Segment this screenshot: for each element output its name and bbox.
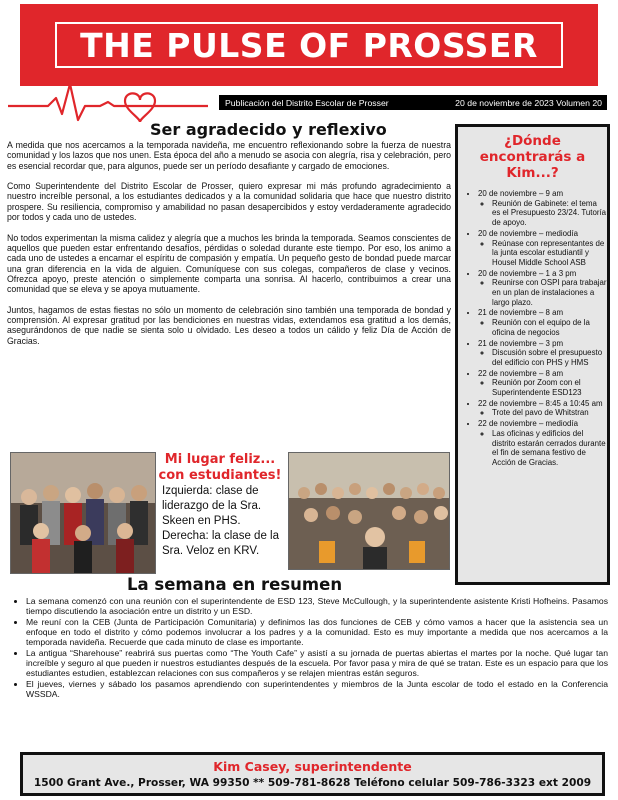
- schedule-when: 20 de noviembre – mediodía: [478, 228, 579, 238]
- article-paragraph: Como Superintendente del Distrito Escolar de Prosser, quiero expresar mi más profundo agradecimiento a nuestro increíble personal, a los estudiantes dedicados y a la comunidad solidaria que hace que nuestro distrito prospere. Su resiliencia, compromiso y amabilidad no pasan desapercibidos y estoy verdaderamente agradecido por todos y cada uno de ustedes.: [7, 181, 451, 223]
- schedule-when: 22 de noviembre – mediodía: [478, 419, 579, 429]
- footer-name: Kim Casey, superintendente: [213, 759, 412, 774]
- schedule-what: ◦ Reunión por Zoom con el Superintendente ESD123: [492, 378, 607, 397]
- schedule-item: [478, 419, 607, 468]
- masthead-frame: [55, 22, 563, 68]
- schedule-what: ◦ Reúnase con representantes de la junta escolar estudiantil y Housel Middle School ASB: [492, 239, 607, 268]
- photo-leadership-class: [10, 452, 156, 574]
- photo-veloz-class: [288, 452, 450, 570]
- article-headline: Ser agradecido y reflexivo: [150, 120, 387, 139]
- schedule-item: [478, 399, 607, 418]
- masthead-banner: [20, 4, 598, 86]
- schedule-when: 20 de noviembre – 1 a 3 pm: [478, 268, 577, 278]
- week-list: [8, 596, 608, 700]
- publication-bar: [219, 95, 607, 110]
- heartbeat-icon: [8, 76, 218, 126]
- schedule-sidebar: [455, 124, 610, 585]
- schedule-list: [458, 189, 607, 468]
- schedule-item: [478, 269, 607, 308]
- article-paragraph: No todos experimentan la misma calidez y alegría que a muchos les brinda la temporada. Seamos conscientes de aquellos que pueden estar enfrentando desafíos, pérdidas o soledad durante este tiempo. Por eso, los animo a cada uno de ustedes a encarnar el espíritu de compasión y empatía. Un pequeño gesto de bondad puede marcar una gran diferencia en la vida de alguien. Comuníquese con sus colegas, compañeros de clase y vecinos. Ofrezca apoyo, preste atención o simplemente comparta una sonrisa. Al hacerlo, contribuimos a crear una comunidad que se eleva y se apoya mutuamente.: [7, 232, 451, 295]
- schedule-when: 21 de noviembre – 3 pm: [478, 338, 564, 348]
- week-item: • Me reuní con la CEB (Junta de Participación Comunitaria) y definimos las dos funciones de CEB y cómo vamos a hacer que la asistencia sea un enfoque en todo el distrito y cómo podemos involucrar a los padres y a la comunidad. Esto es muy importante a medida que nos acercamos a la temporada navideña. Recuerde que cada minuto de clase es importante.: [26, 617, 608, 648]
- schedule-item: [478, 229, 607, 268]
- schedule-when: 22 de noviembre – 8 am: [478, 368, 564, 378]
- schedule-what: ◦ Las oficinas y edificios del distrito estarán cerrados durante el fin de semana festivo de Acción de Gracias.: [492, 429, 607, 468]
- article-body: [7, 140, 451, 356]
- schedule-what: ◦ Trote del pavo de Whitstran: [492, 408, 607, 418]
- schedule-item: [478, 369, 607, 398]
- feature-title-line: Mi lugar feliz...: [164, 452, 276, 467]
- publication-date: 20 de noviembre de 2023 Volumen 20: [455, 97, 602, 108]
- schedule-what: ◦ Discusión sobre el presupuesto del edificio con PHS y HMS: [492, 348, 607, 367]
- schedule-item: [478, 189, 607, 228]
- schedule-when: 22 de noviembre – 8:45 a 10:45 am: [478, 398, 603, 408]
- article-paragraph: Juntos, hagamos de estas fiestas no sólo un momento de celebración sino también una temporada de bondad y comprensión. Al expresar gratitud por las bendiciones en nuestras vidas, extendamos esa gratitud a los demás, asegurándonos de que nadie se sienta solo u olvidado. Les deseo a todos un cálido y feliz Día de Acción de Gracias.: [7, 304, 451, 346]
- week-title: La semana en resumen: [127, 575, 343, 594]
- schedule-what: ◦ Reunirse con OSPI para trabajar en un plan de instalaciones a largo plazo.: [492, 278, 607, 307]
- schedule-item: [478, 339, 607, 368]
- footer-contact: 1500 Grant Ave., Prosser, WA 99350 ** 509-781-8628 Teléfono celular 509-786-3323 ext 2009: [33, 777, 592, 789]
- schedule-item: [478, 308, 607, 337]
- week-item: • El jueves, viernes y sábado los pasamos aprendiendo con superintendentes y miembros de la Junta escolar de todo el estado en la Conferencia WSSDA.: [26, 679, 608, 699]
- article-paragraph: A medida que nos acercamos a la temporada navideña, me encuentro reflexionando sobre la fuerza de nuestra comunidad y los lazos que nos unen. Esta época del año a menudo se asocia con alegría, risa y celebración, pero es esencial recordar que, para algunos, puede ser un período desafiante y cargado de emociones.: [7, 140, 451, 171]
- publication-name: Publicación del Distrito Escolar de Prosser: [225, 97, 389, 108]
- schedule-when: 20 de noviembre – 9 am: [478, 189, 564, 198]
- footer: [20, 752, 605, 796]
- feature-caption: Izquierda: clase de liderazgo de la Sra. Skeen en PHS. Derecha: la clase de la Sra. Veloz en KRV.: [162, 485, 279, 557]
- sidebar-title: ¿Dónde encontrarás a Kim...?: [479, 133, 586, 181]
- week-item: • La antigua “Sharehouse” reabrirá sus puertas como “The Youth Cafe” y asistí a su jornada de puertas abiertas el martes por la noche. Qué lugar tan increíble y seguro al que pueden ir nuestros estudiantes después de la escuela. Por favor pasa y mira de qué se tratan. Este es un espacio para que los estudiantes estudien, establezcan relaciones con sus compañeros y se relajen mientras están seguros.: [26, 648, 608, 679]
- feature-title: [150, 452, 290, 484]
- schedule-what: ◦ Reunión con el equipo de la oficina de negocios: [492, 318, 607, 337]
- week-item: • La semana comenzó con una reunión con el superintendente de ESD 123, Steve McCullough, y la superintendente asistente Kristi Hofheins. Pasamos tiempo discutiendo la asociación entre un distrito y un ESD.: [26, 596, 608, 616]
- schedule-when: 21 de noviembre – 8 am: [478, 308, 564, 318]
- schedule-what: ◦ Reunión de Gabinete: el tema es el Presupuesto 23/24. Tutoría de apoyo.: [492, 199, 607, 228]
- feature-title-line: con estudiantes!: [158, 468, 282, 483]
- masthead-title: THE PULSE OF PROSSER: [80, 25, 538, 65]
